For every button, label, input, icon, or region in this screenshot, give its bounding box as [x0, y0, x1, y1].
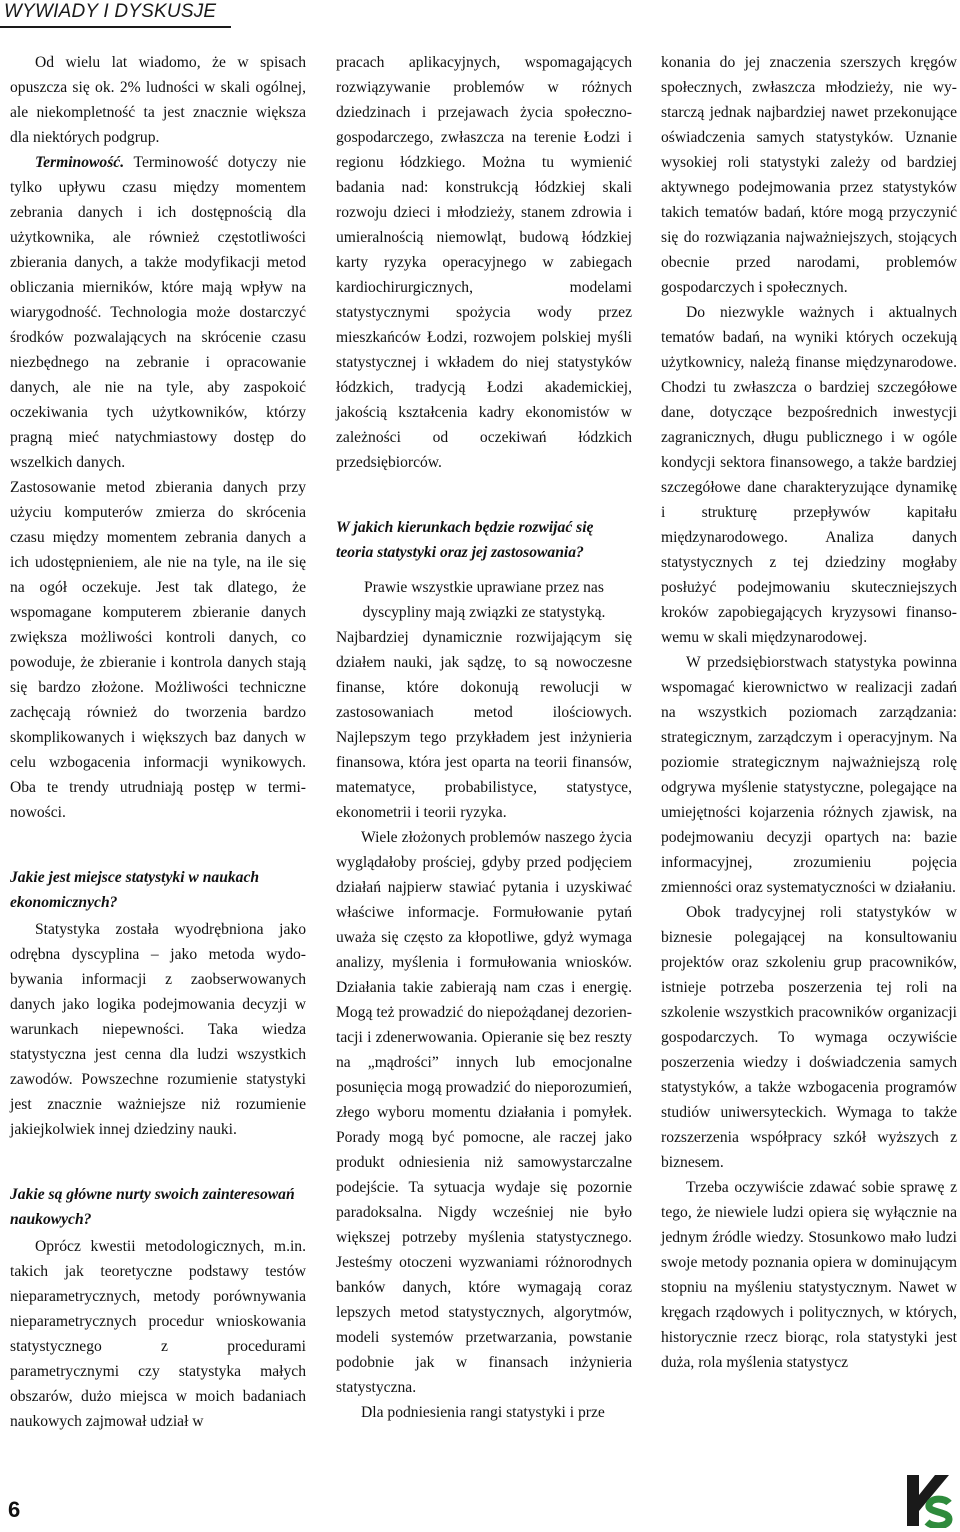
paragraph: Prawie wszystkie uprawiane przez nas dyscypliny mają związki ze statystyką. — [362, 579, 606, 621]
paragraph: Do niezwykle ważnych i aktualnych tematów badań, na wyniki których oczekują użytkownicy, należą finanse międzynarodowe. Chodzi tu zwłaszcza o bardziej szczegółowe dane, dotyczące bezpośrednich inwestycji zagranicznych, długu publicznego i w ogóle kondycji sektora finansowego, a także bardziej szczegółowe dane charakteryzujące dynamikę i strukturę przepływów kapitału międzynarodowego. Analiza danych statystycznych z tej dziedziny mogłaby posłużyć podejmowaniu skuteczniejszych kroków zapobiegających kryzysowi finansowemu w skali międzynarodowej. — [661, 304, 957, 646]
paragraph-lead: Terminowość. — [35, 154, 125, 171]
logo-s-stroke — [927, 1499, 949, 1526]
paragraph: Zastosowanie metod zbierania danych przy użyciu komputerów zmierza do skrócenia czasu między momentem zebrania danych a ich udostępnieniem, ale nie na tyle, na ile się na ogół oczekuje. Jest tak dlatego, że wspomagane komputerem zbieranie danych zwiększa możliwości kontroli danych, co powoduje, że zbieranie i kontrola danych stają się bardzo złożone. Możliwości techniczne zachęcają również do tworzenia bardzo skomplikowanych i większych baz danych w celu wzbogacenia informacji wynikowych. Oba te trendy utrudniają postęp w terminowości. — [10, 479, 306, 821]
paragraph: Dla podniesienia rangi statystyki i prze — [361, 1404, 605, 1421]
paragraph: Od wielu lat wiadomo, że w spisach opuszcza się ok. 2% ludności w skali ogólnej, ale niekompletność ta jest znacznie większa dla niektórych podgrup. — [10, 54, 306, 146]
paragraph: konania do jej znaczenia szerszych kręgów społecznych, zwłaszcza młodzieży, nie wystarczą jednak najbardziej nawet przekonujące oświadczenia samych statystyków. Uznanie wysokiej roli statystyki zależy od bardziej aktywnego podejmowania przez statystyków takich tematów badań, które mogą przyczynić się do rozwiązania najważniejszych, stojących obecnie przed narodami, problemów gospodarczych i społecznych. — [661, 54, 957, 296]
paragraph — [10, 150, 306, 475]
paragraph: W przedsiębiorstwach statystyka powinna wspomagać kierownictwo w realizacji zadań na wszystkich poziomach zarządzania: strategicznym, zarządczym i operacyjnym. Na poziomie strategicznym najważniejszą rolę odgrywa myślenie statystyczne, polegające na umiejętności kojarzenia różnych zjawisk, na podejmowaniu decyzji opartych na: bazie informacyjnej, zrozumieniu pojęcia zmienności oraz systematyczności w działaniu. — [661, 654, 957, 896]
paragraph: Statystyka została wyodrębniona jako odrębna dyscyplina – jako metoda wydobywania informacji z zaobserwowanych danych jako logika podejmowania decyzji w warunkach niepewności. Taka wiedza statystyczna jest cenna dla ludzi wszystkich zawodów. Powszechne rozumienie statystyki jest znacznie ważniejsze niż rozumienie jakiejkolwiek innej dziedziny nauki. — [10, 921, 306, 1138]
paragraph: Najbardziej dynamicznie rozwijającym się działem nauki, jak sądzę, to są nowoczesne finanse, które dokonują rewolucji w zastosowaniach metod ilościowych. Najlepszym tego przykładem jest inżynieria finansowa, która jest oparta na teorii finansów, matematyce, probabilistyce, statystyce, ekonometrii i teorii ryzyka. — [336, 629, 632, 821]
interview-question: Jakie są główne nurty swoich zainteresowań naukowych? — [10, 1186, 295, 1228]
page-number: 6 — [8, 1497, 21, 1522]
section-title: WYWIADY I DYSKUSJE — [4, 1, 217, 22]
text-column-2 — [336, 50, 632, 1425]
ks-logo — [905, 1473, 955, 1528]
section-header — [0, 0, 231, 28]
interview-question: Jakie jest miejsce statystyki w naukach ekonomicznych? — [10, 869, 260, 911]
paragraph-text: Terminowość dotyczy nie tylko upływu czasu między momentem zebrania danych i ich dostępnością dla użytkownika, ale również częstotliwości zbierania danych, a także modyfikacji metod obliczania mierników, które mają wpływ na wiarygodność. Technologia może dostarczyć środków pozwalających na skrócenie czasu niezbędnego na zebranie i opracowanie danych, ale nie na tyle, aby zaspokoić oczekiwania tych użytkowników, którzy pragną mieć natychmiastowy dostęp do wszelkich danych. — [10, 154, 306, 471]
paragraph: Trzeba oczywiście zdawać sobie sprawę z tego, że niewiele ludzi opiera się wyłącznie na jednym źródle wiedzy. Stosunkowo mało ludzi swoje metody poznania opiera w dominującym stopniu na myśleniu statystycznym. Nawet w kręgach rządowych i politycznych, w których, historycznie rzecz biorąc, rola statystyki jest duża, rola myślenia statystycz — [661, 1179, 957, 1371]
text-column-3 — [661, 50, 957, 1375]
paragraph: pracach aplikacyjnych, wspomagających rozwiązywanie problemów w różnych dziedzinach i przejawach życia społeczno-gospodarczego, zwłaszcza na terenie Łodzi i regionu łódzkiego. Można tu wymienić badania nad: konstrukcją łódzkiej skali rozwoju dzieci i młodzieży, stanem zdrowia i umieralnością niemowląt, budową łódzkiej karty ryzyka operacyjnego w zabiegach kardiochirurgicznych, modelami statystycznymi spożycia wody przez mieszkańców Łodzi, rozwojem polskiej myśli statystycznej i wkładem do niej statystyków łódzkich, tradycją Łodzi akademickiej, jakością kształcenia kadry ekonomistów w zależności od oczekiwań łódzkich przedsiębiorców. — [336, 54, 632, 471]
paragraph: Wiele złożonych problemów naszego życia wyglądałoby prościej, gdyby przed podjęciem działań najpierw stawiać pytania i uzyskiwać właściwe informacje. Formułowanie pytań uważa się często za kłopotliwe, gdyż wymaga analizy, myślenia i formułowania wniosków. Działania takie zabierają nam czas i energię. Mogą też prowadzić do niepożądanej dezorientacji i zdenerwowania. Opieranie się bez reszty na „mądrości” innych lub emocjonalne posunięcia mogą prowadzić do nieporozumień, złego wyboru momentu działania i pomyłek. Porady mogą być pomocne, ale raczej jako produkt odniesienia niż samowystarczalne podejście. Ta sytuacja wydaje się pozornie paradoksalna. Nigdy wcześniej nie było większej potrzeby myślenia statystycznego. Jesteśmy otoczeni wyzwaniami różnorodnych banków danych, które wymagają coraz lepszych metod statystycznych, algorytmów, modeli systemów przetwarzania, powstanie podobnie jak w finansach inżynieria statystyczna. — [336, 829, 632, 1396]
interview-question: W jakich kierunkach będzie rozwijać się teoria statystyki oraz jej zastosowania? — [336, 519, 594, 561]
paragraph: Obok tradycyjnej roli statystyków w biznesie polegającej na konsultowaniu projektów oraz szkoleniu grup pracowników, istnieje potrzeba poszerzenia tej roli na szkolenie wszystkich pracowników organizacji gospodarczych. To wymaga oczywiście poszerzenia wiedzy i doświadczenia samych statystyków, a także wzbogacenia programów studiów uniwersyteckich. Wymaga to także rozszerzenia współpracy szkół wyższych z biznesem. — [661, 904, 957, 1171]
paragraph: Oprócz kwestii metodologicznych, m.in. takich jak teoretyczne podstawy testów nieparametrycznych, metody porównywania nieparametrycznych procedur wnioskowania statystycznego z procedurami parametrycznymi czy statystyka małych obszarów, dużo miejsca w moich badaniach naukowych zajmował udział w — [10, 1238, 306, 1430]
text-column-1 — [10, 50, 306, 1434]
